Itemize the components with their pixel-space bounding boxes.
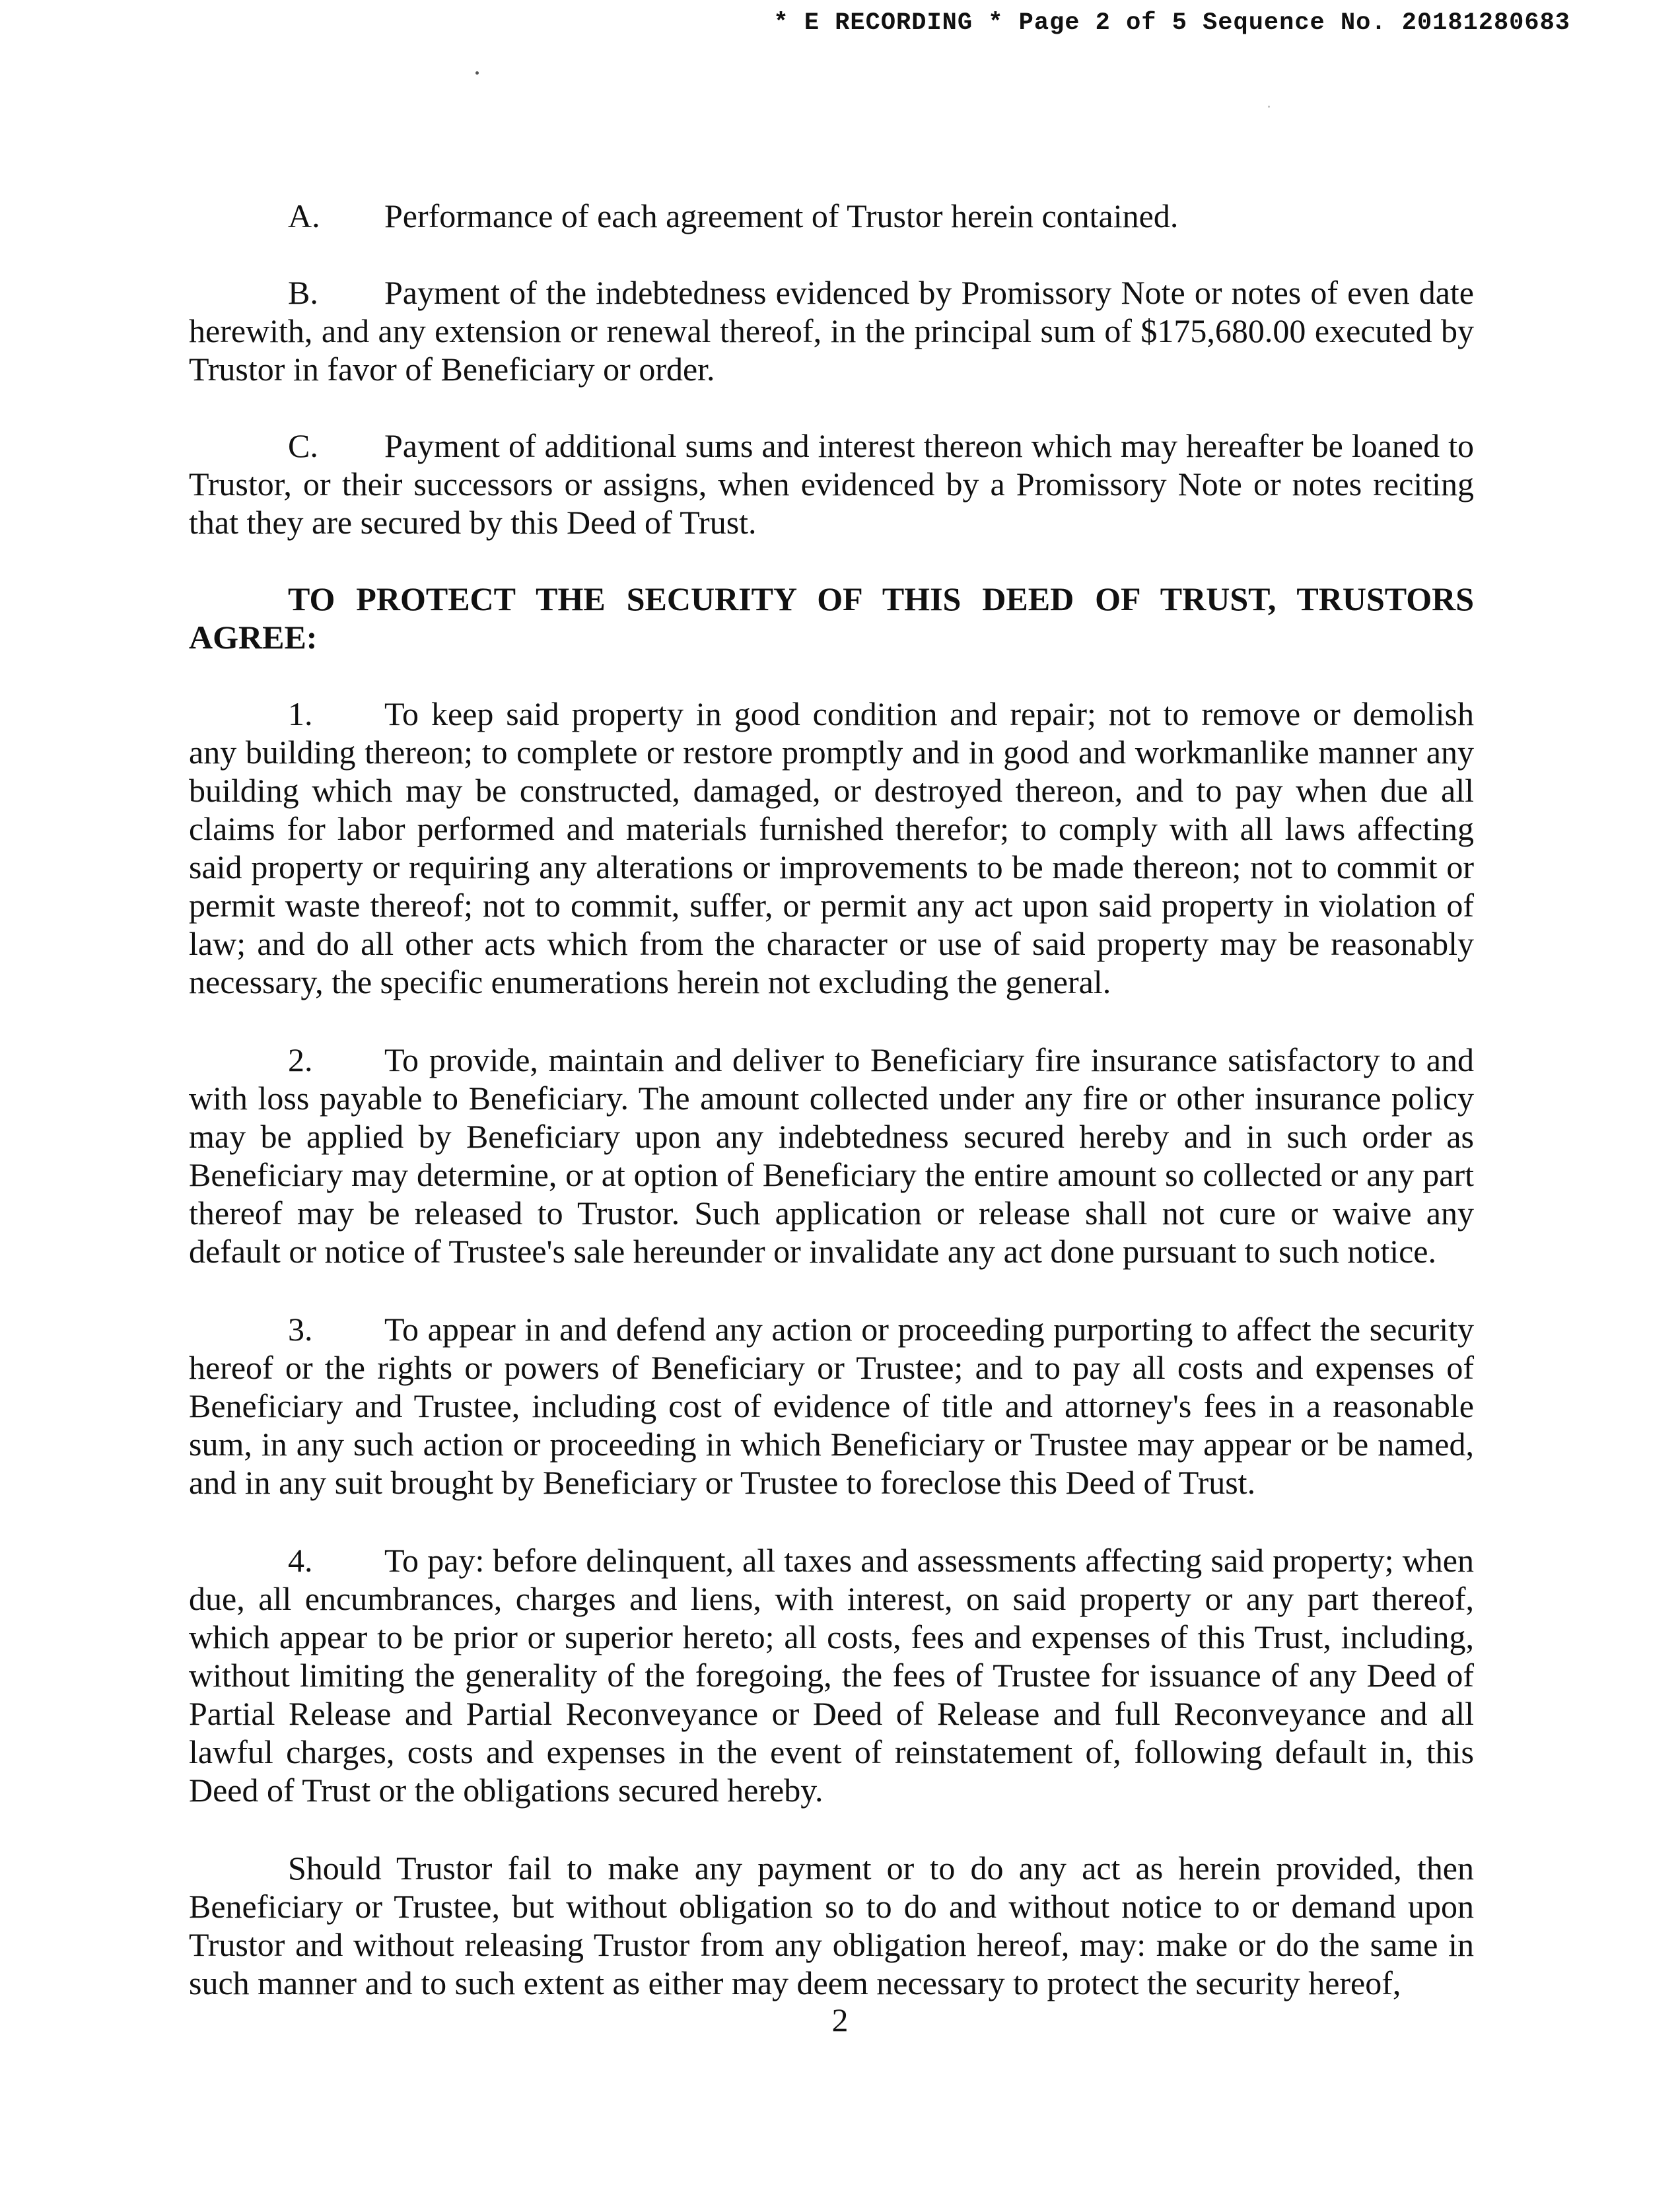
- clause-text: To keep said property in good condition and repair; not to remove or demolish any building thereon; to complete or restore promptly and in good and workmanlike manner any building which may be constructed, damaged, or destroyed thereon, and to pay when due all claims for labor performed and materials furnished therefor; to comply with all laws affecting said property or requiring any alterations or improvements to be made thereon; not to commit or permit waste thereof; not to commit, suffer, or permit any act upon said property in violation of law; and do all other acts which from the character or use of said property may be reasonably necessary, the specific enumerations herein not excluding the general.: [189, 695, 1474, 1000]
- clause-label: 4.: [288, 1542, 313, 1579]
- clause-label: 3.: [288, 1311, 313, 1348]
- clause-text: To pay: before delinquent, all taxes and assessments affecting said property; when due, all encumbrances, charges and liens, with interest, on said property or any part thereof, which appear to be prior or superior hereto; all costs, fees and expenses of this Trust, including, without limiting the generality of the foregoing, the fees of Trustee for issuance of any Deed of Partial Release and Partial Reconveyance or Deed of Release and full Reconveyance and all lawful charges, costs and expenses in the event of reinstatement of, following default in, this Deed of Trust or the obligations secured hereby.: [189, 1542, 1474, 1809]
- document-body: [189, 197, 1474, 2002]
- section-heading: TO PROTECT THE SECURITY OF THIS DEED OF TRUST, TRUSTORS AGREE:: [189, 580, 1474, 656]
- clause-label: 2.: [288, 1041, 313, 1078]
- clause-text: To appear in and defend any action or proceeding purporting to affect the security hereof or the rights or powers of Beneficiary or Trustee; and to pay all costs and expenses of Beneficiary and Trustee, including cost of evidence of title and attorney's fees in a reasonable sum, in any such action or proceeding in which Beneficiary or Trustee may appear or be named, and in any suit brought by Beneficiary or Trustee to foreclose this Deed of Trust.: [189, 1311, 1474, 1501]
- item-text: Payment of additional sums and interest thereon which may hereafter be loaned to Trustor, or their successors or assigns, when evidenced by a Promissory Note or notes reciting that they are secured by this Deed of Trust.: [189, 427, 1474, 541]
- item-text: Payment of the indebtedness evidenced by Promissory Note or notes of even date herewith, and any extension or renewal thereof, in the principal sum of $175,680.00 executed by Trustor in favor of Beneficiary or order.: [189, 274, 1474, 388]
- item-text: Performance of each agreement of Trustor herein contained.: [384, 197, 1179, 234]
- item-c: [189, 427, 1474, 541]
- page-number: 2: [831, 2001, 849, 2038]
- clause-label: 1.: [288, 695, 313, 732]
- closing-paragraph: Should Trustor fail to make any payment or to do any act as herein provided, then Beneficiary or Trustee, but without obligation so to do and without notice to or demand upon Trustor and without releasing Trustor from any obligation hereof, may: make or do the same in such manner and to such extent as either may deem necessary to protect the security hereof,: [189, 1850, 1474, 2001]
- scan-speck: [475, 71, 479, 75]
- clause-3: [189, 1310, 1474, 1502]
- recording-header: * E RECORDING * Page 2 of 5 Sequence No. 20181280683: [773, 9, 1570, 37]
- scan-speck: [1268, 106, 1270, 108]
- clause-text: To provide, maintain and deliver to Beneficiary fire insurance satisfactory to and with loss payable to Beneficiary. The amount collected under any fire or other insurance policy may be applied by Beneficiary upon any indebtedness secured hereby and in such order as Beneficiary may determine, or at option of Beneficiary the entire amount so collected or any part thereof may be released to Trustor. Such application or release shall not cure or waive any default or notice of Trustee's sale hereunder or invalidate any act done pursuant to such notice.: [189, 1041, 1474, 1270]
- clause-4: [189, 1541, 1474, 1809]
- item-label: B.: [288, 274, 318, 311]
- item-label: C.: [288, 427, 318, 464]
- item-a: [189, 197, 1474, 235]
- clause-2: [189, 1041, 1474, 1270]
- clause-1: [189, 695, 1474, 1001]
- item-label: A.: [288, 197, 320, 234]
- item-b: [189, 273, 1474, 388]
